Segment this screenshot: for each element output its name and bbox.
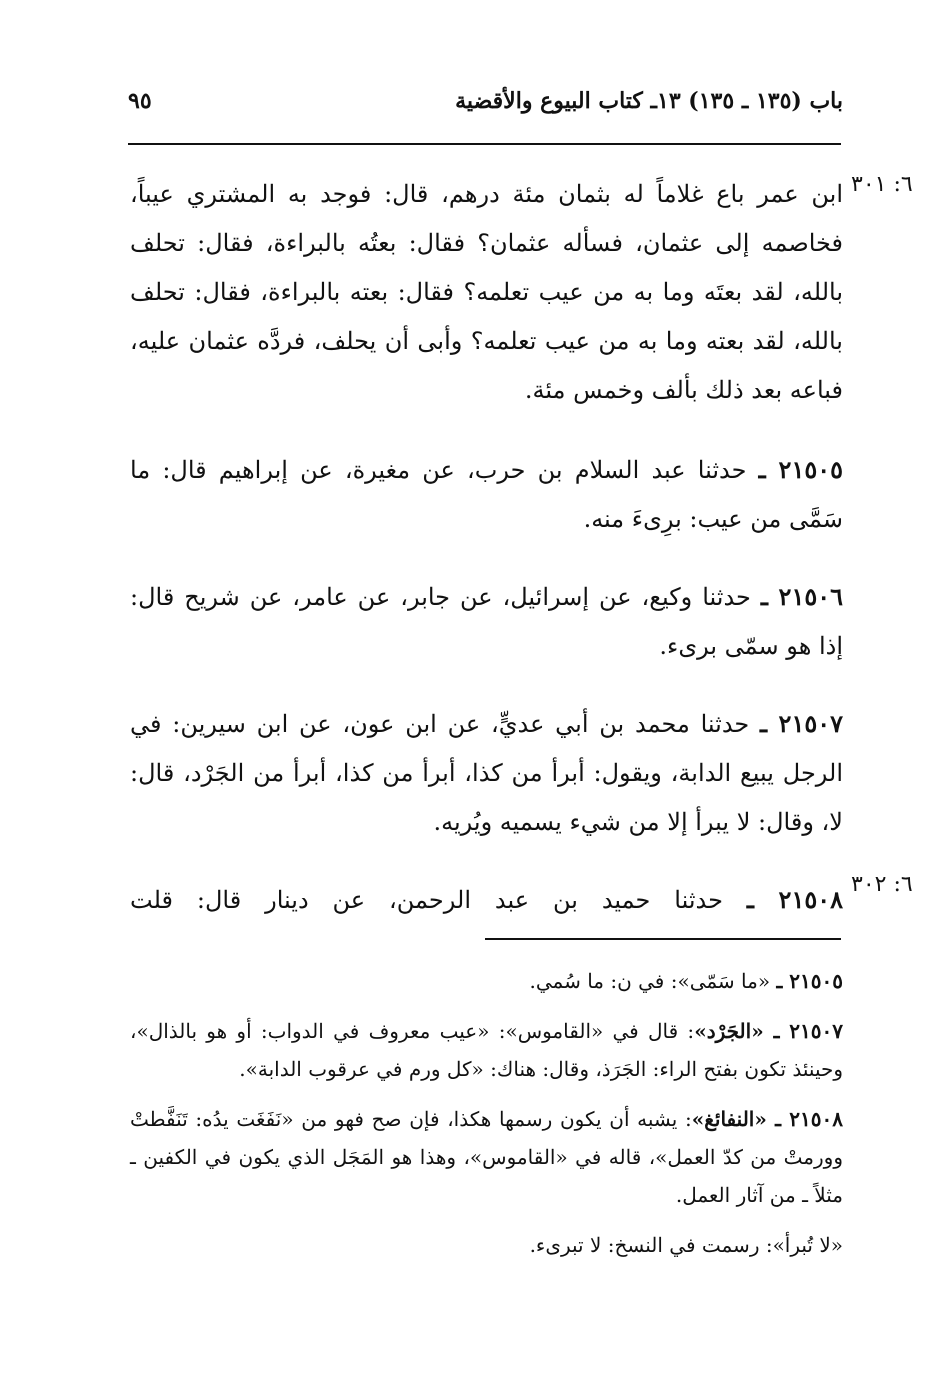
footnote-text: : قال في «القاموس»: «عيب معروف في الدواب: أو هو بالذال»، وحينئذ تكون بفتح الراء: الجَرَذ، وقال: هناك: «كل ورم في عرقوب الدابة».	[130, 1019, 843, 1081]
header-divider	[128, 143, 841, 145]
hadith-21506	[130, 572, 843, 671]
footnote-text: «ما سَمّى»: في ن: ما سُمي.	[529, 969, 777, 993]
hadith-text: حدثنا وكيع، عن إسرائيل، عن جابر، عن عامر، عن شريح قال: إذا هو سمّى برىء.	[130, 583, 843, 660]
chapter-title: باب (١٣٥ ـ ١٣٥) ١٣ـ كتاب البيوع والأقضية	[455, 88, 843, 114]
footnote-la-tubra: «لا تُبرأ»: رسمت في النسخ: لا تبرىء.	[529, 1233, 843, 1257]
main-text	[130, 170, 843, 953]
footnote-text: : يشبه أن يكون رسمها هكذا، فإن صح فهو من «نَفَغَت يدُه: تَنَفَّطتْ وورمتْ من كدّ العمل»، قاله في «القاموس»، وهذا هو المَجَل الذي يكون في الكفين ـ مثلاً ـ من آثار العمل.	[130, 1107, 843, 1207]
hadith-21508	[130, 875, 843, 925]
footnotes	[130, 962, 843, 1276]
footnote-number: ٢١٥٠٥ ـ	[776, 969, 843, 993]
hadith-21505	[130, 445, 843, 544]
page-number: ٩٥	[128, 88, 152, 114]
continued-paragraph: ابن عمر باع غلاماً له بثمان مئة درهم، قال: فوجد به المشتري عيباً، فخاصمه إلى عثمان، فسأله عثمان؟ فقال: بعتُه بالبراءة، فقال: تحلف بالله، لقد بعتَه وما به من عيب تعلمه؟ فقال: بعته بالبراءة، فقال: تحلف بالله، لقد بعته وما به من عيب تعلمه؟ وأبى أن يحلف، فردَّه عثمان عليه، فباعه بعد ذلك بألف وخمس مئة.	[130, 180, 843, 404]
hadith-text: حدثنا محمد بن أبي عديٍّ، عن ابن عون، عن ابن سيرين: في الرجل يبيع الدابة، ويقول: أبرأ من كذا، أبرأ من كذا، أبرأ من الجَرْد، قال: لا، وقال: لا يبرأ إلا من شيء يسميه ويُريه.	[130, 710, 843, 836]
footnote-21508	[130, 1100, 843, 1214]
hadith-number: ٢١٥٠٦ ـ	[760, 582, 843, 611]
footnote-21505	[130, 962, 843, 1000]
margin-reference-2: ٦: ٣٠٢	[851, 872, 913, 897]
margin-reference-1: ٦: ٣٠١	[851, 172, 913, 197]
hadith-number: ٢١٥٠٥ ـ	[758, 455, 843, 484]
hadith-number: ٢١٥٠٧ ـ	[760, 709, 843, 738]
footnote-divider	[485, 938, 841, 940]
footnote-number: ٢١٥٠٨ ـ	[775, 1107, 843, 1131]
hadith-text: حدثنا عبد السلام بن حرب، عن مغيرة، عن إبراهيم قال: ما سَمَّى من عيب: برِىءَ منه.	[130, 456, 843, 533]
footnote-term: «النفائغ»	[691, 1107, 776, 1131]
footnote-term: «الجَرْد»	[694, 1019, 774, 1043]
hadith-number: ٢١٥٠٨ ـ	[746, 885, 843, 914]
hadith-21507	[130, 699, 843, 847]
hadith-text: حدثنا حميد بن عبد الرحمن، عن دينار قال: قلت	[130, 886, 747, 914]
footnote-21507	[130, 1012, 843, 1088]
running-header	[128, 88, 843, 128]
footnote-number: ٢١٥٠٧ ـ	[773, 1019, 844, 1043]
